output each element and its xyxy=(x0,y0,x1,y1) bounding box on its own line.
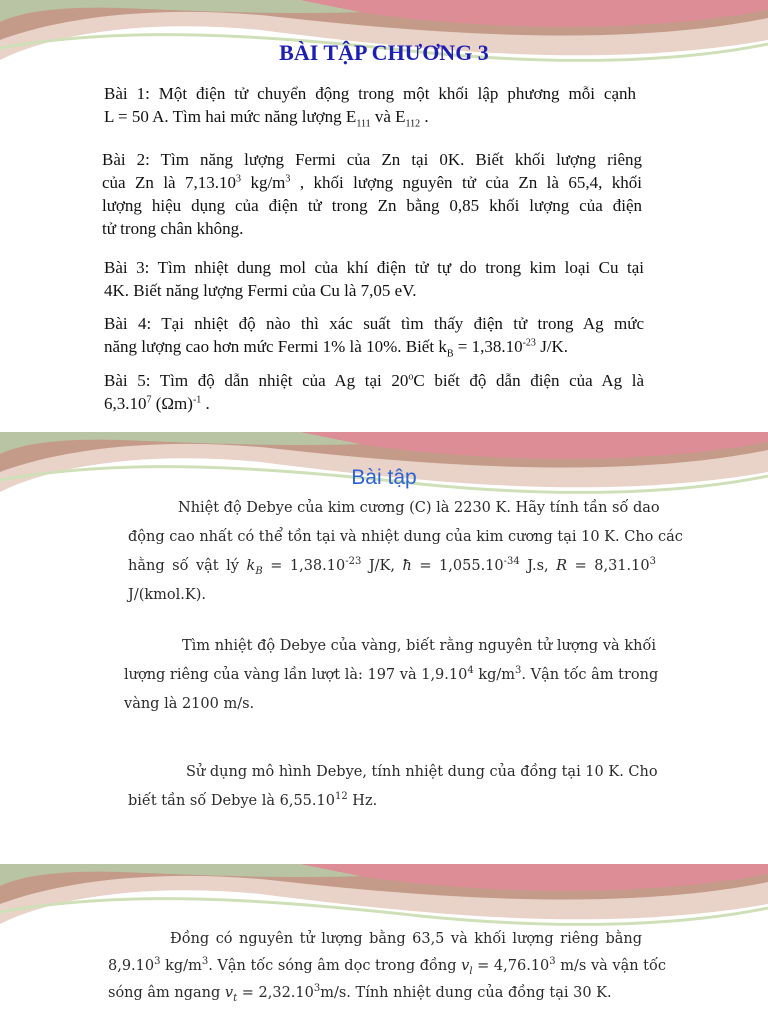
exercise-2-line-2: của Zn là 7,13.10$^3$ $kg/m^3$ , khối lượng nguyên tử của Zn là 65,4, khối xyxy=(102,173,642,192)
problem-debye-diamond xyxy=(128,494,683,610)
exercise-1-line-1: Bài 1: Một điện tử chuyển động trong một khối lập phương mỗi cạnh xyxy=(104,84,636,103)
problem-line: động cao nhất có thể tồn tại và nhiệt dung của kim cương tại 10 K. Cho các xyxy=(128,529,683,545)
exercise-4-line-2: năng lượng cao hơn mức Fermi 1% là 10%. Biết $k_B = 1,38.10^{-23}$ J/K. xyxy=(104,337,569,360)
problem-line: sóng âm ngang $v_t = 2,32.10^3m/s$. Tính nhiệt dung của đồng tại 30 K. xyxy=(108,983,612,1004)
problem-line: hằng số vật lý $k_B = 1,38.10^{-23}$ J/K, ħ = $1,055.10^{-34}$ J.s, $R = 8,31.10^3$ xyxy=(128,556,656,577)
exercise-2 xyxy=(102,148,642,240)
section-title: Bài tập xyxy=(351,466,417,489)
exercise-5-line-2: 6,3.10$^7$ $(\Omega m)^{-1}$ . xyxy=(104,394,210,413)
problem-debye-gold xyxy=(124,632,659,719)
exercise-5 xyxy=(104,369,644,415)
exercise-2-line-1: Bài 2: Tìm năng lượng Fermi của Zn tại 0K. Biết khối lượng riêng xyxy=(102,150,642,169)
exercise-4-line-1: Bài 4: Tại nhiệt độ nào thì xác suất tìm thấy điện tử trong Ag mức xyxy=(104,314,644,333)
problem-line: 8,9.10$^3$ $kg/m^3$. Vận tốc sóng âm dọc trong đồng $v_l = 4,76.10^3$ m/s và vận tốc xyxy=(108,956,666,977)
problem-line: J/(kmol.K). xyxy=(128,587,206,603)
problem-line: lượng riêng của vàng lần lượt là: 197 và 1,9.10$^4$ $kg/m^3$. Vận tốc âm trong xyxy=(124,665,659,683)
problem-line: Tìm nhiệt độ Debye của vàng, biết rằng nguyên tử lượng và khối xyxy=(182,638,656,654)
problem-copper-sound xyxy=(108,926,666,1007)
problem-line: biết tần số Debye là 6,55.10$^{12}$ Hz. xyxy=(128,791,378,809)
exercise-5-line-1: Bài 5: Tìm độ dẫn nhiệt của Ag tại 20$^o$C biết độ dẫn điện của Ag là xyxy=(104,371,645,390)
problem-debye-copper xyxy=(128,758,656,816)
exercise-1-line-2: L = 50 A. Tìm hai mức năng lượng $E_{111}$ và $E_{112}$ . xyxy=(104,107,429,130)
problem-line: Nhiệt độ Debye của kim cương (C) là 2230 K. Hãy tính tần số dao xyxy=(178,500,660,516)
exercise-3-line-2: 4K. Biết năng lượng Fermi của Cu là 7,05 eV. xyxy=(104,281,417,300)
page-title: BÀI TẬP CHƯƠNG 3 xyxy=(279,40,489,65)
exercise-4 xyxy=(104,312,644,358)
problem-line: Sử dụng mô hình Debye, tính nhiệt dung của đồng tại 10 K. Cho xyxy=(186,764,658,780)
exercise-2-line-3: lượng hiệu dụng của điện tử trong Zn bằng 0,85 khối lượng của điện xyxy=(102,196,642,215)
slide-3 xyxy=(0,864,768,1024)
problem-line: Đồng có nguyên tử lượng bằng 63,5 và khối lượng riêng bằng xyxy=(170,931,642,947)
exercise-3-line-1: Bài 3: Tìm nhiệt dung mol của khí điện tử tự do trong kim loại Cu tại xyxy=(104,258,644,277)
slide-1 xyxy=(0,0,768,432)
exercise-1 xyxy=(104,82,636,128)
exercise-2-line-4: tử trong chân không. xyxy=(102,219,244,238)
problem-line: vàng là 2100 m/s. xyxy=(124,696,255,712)
exercise-3 xyxy=(104,256,644,302)
slide-2 xyxy=(0,432,768,864)
